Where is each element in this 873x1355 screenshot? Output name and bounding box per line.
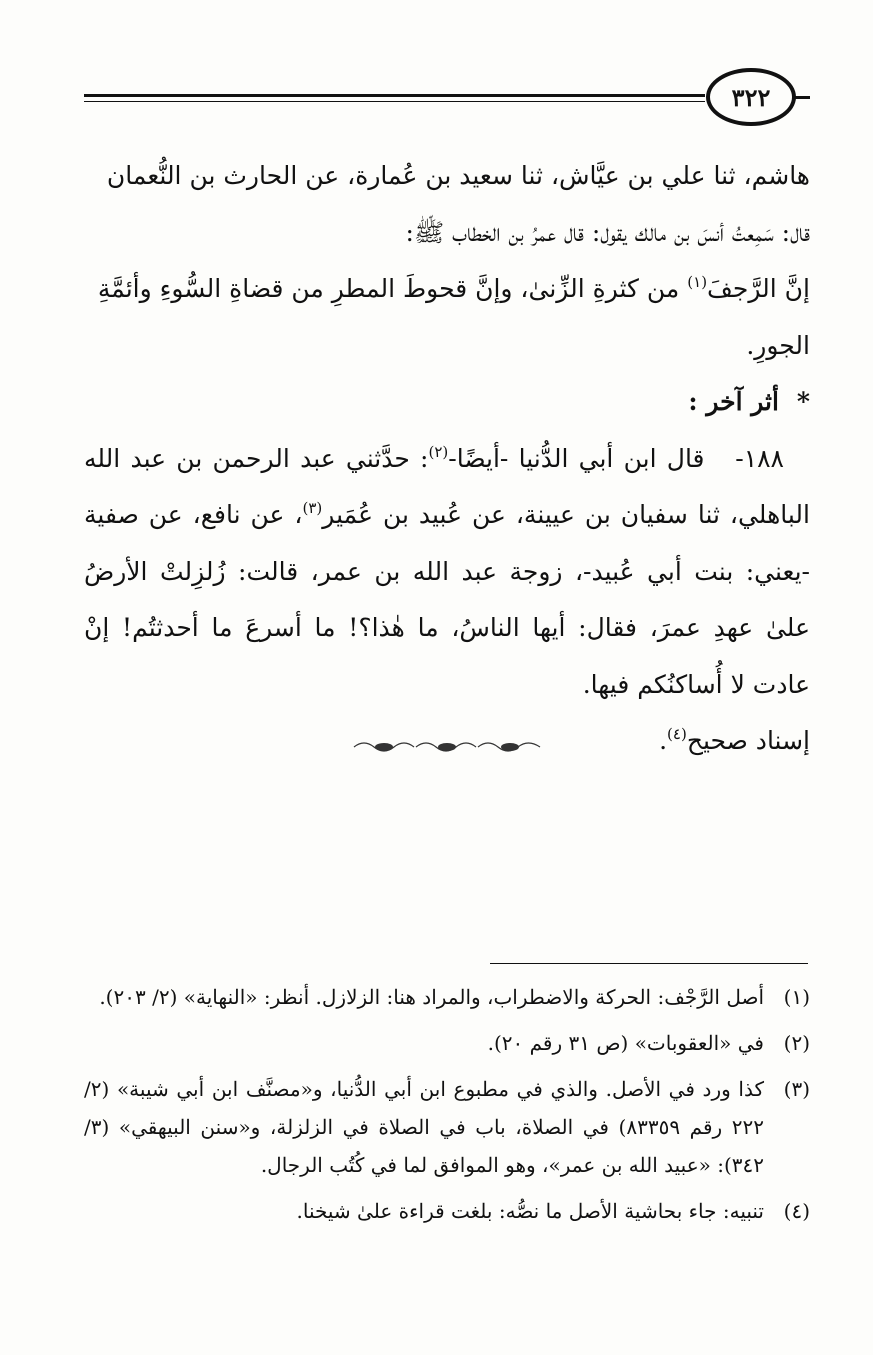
footnote-4 (84, 1192, 810, 1230)
narration-number: ١٨٨- (735, 443, 784, 473)
footnote-text: كذا ورد في الأصل. والذي في مطبوع ابن أبي الدُّنيا، و«مصنَّف ابن أبي شيبة» (٢/ ٢٢٢ رقم ٨٣٣٥٩) في الصلاة، باب في الصلاة في الزلزلة، و«سنن البيهقي» (٣/ ٣٤٢): «عبيد الله بن عمر»، وهو الموافق لما في كُتُب الرجال. (84, 1077, 764, 1177)
footnotes (84, 978, 810, 1238)
ornament-divider-icon (352, 737, 542, 757)
footnote-number: (٤) (783, 1199, 810, 1223)
footnote-3 (84, 1070, 810, 1184)
footnote-ref-3[interactable]: (٣) (302, 499, 323, 517)
header-rule (84, 94, 705, 97)
asterisk-icon: * (796, 387, 810, 416)
footnote-number: (٢) (783, 1031, 810, 1055)
section-heading (84, 374, 810, 431)
footnote-2 (84, 1024, 810, 1062)
footnote-1 (84, 978, 810, 1016)
isnad-grading: إسناد صحيح$^{(٤)}$. (659, 725, 810, 755)
footnote-text: تنبيه: جاء بحاشية الأصل ما نصُّه: بلغت قراءة علىٰ شيخنا. (296, 1199, 764, 1223)
text-line: هاشم، ثنا علي بن عيَّاش، ثنا سعيد بن عُمارة، عن الحارث بن النُّعمان (106, 161, 810, 190)
page-header (84, 68, 810, 128)
main-text (84, 148, 810, 770)
heading-text: أثر آخر : (688, 387, 779, 416)
narration-paragraph: ١٨٨- قال ابن أبي الدُّنيا -أيضًا-$^{(٢)}$: حدَّثني عبد الرحمن بن عبد الله الباهلي، ثنا سفيان بن عيينة، عن عُبيد بن عُمَير$^{(٣)}$، عن نافع، عن صفية -يعني: بنت أبي عُبيد-، زوجة عبد الله بن عمر، قالت: زُلزِلتْ الأرضُ علىٰ عهدِ عمرَ، فقال: أيها الناسُ، ما هٰذا؟! ما أسرعَ ما أحدثتُم! إنْ عادت لا أُساكنُكم فيها. (84, 442, 810, 699)
footnote-separator (490, 963, 808, 964)
footnote-ref-4[interactable]: (٤) (667, 725, 687, 743)
text-line: إنَّ الرَّجفَ$^{(١)}$ من كثرةِ الزِّنىٰ، وإنَّ قحوطَ المطرِ من قضاةِ السُّوءِ وأئمَّةِ (97, 273, 810, 303)
footnote-text: أصل الرَّجْف: الحركة والاضطراب، والمراد هنا: الزلازل. أنظر: «النهاية» (٢/ ٢٠٣). (99, 985, 764, 1009)
header-rule-thin (84, 101, 705, 102)
page-number: ٣٢٢ (706, 68, 796, 126)
text-line: الجورِ. (746, 330, 810, 360)
footnote-ref-2[interactable]: (٢) (428, 442, 449, 461)
footnote-ref-1[interactable]: (١) (687, 273, 708, 291)
text-line: قال: سَمِعتُ أنسَ بن مالك يقول: قال عمرُ بن الخطاب ﷺ: (405, 217, 810, 247)
footnote-number: (١) (783, 985, 810, 1009)
footnote-text: في «العقوبات» (ص ٣١ رقم ٢٠). (487, 1031, 764, 1055)
footnote-number: (٣) (783, 1077, 810, 1101)
